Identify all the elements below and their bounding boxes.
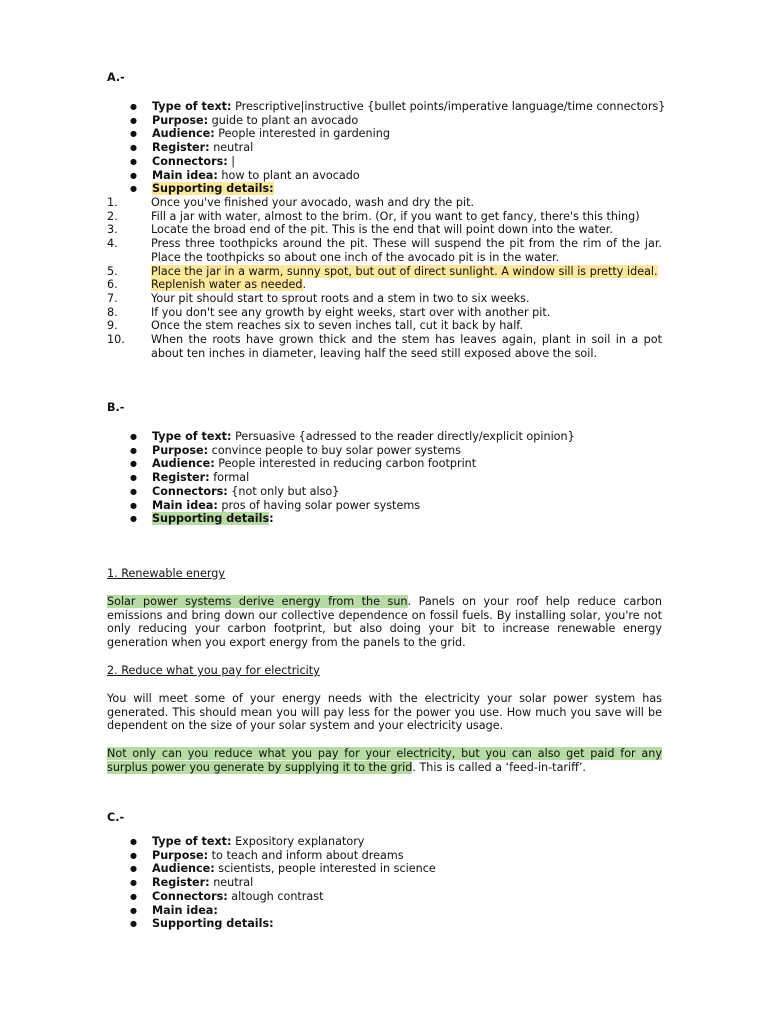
section-b-heading-2: 2. Reduce what you pay for electricity — [107, 664, 320, 677]
list-item: 8. If you don't see any growth by eight weeks, start over with another pit. — [107, 305, 551, 319]
list-item: ● Purpose: guide to plant an avocado — [130, 114, 670, 128]
list-item: ● Connectors: | — [130, 155, 670, 169]
list-item: ● Type of text: Expository explanatory — [130, 835, 670, 849]
list-item: 7. Your pit should start to sprout roots and a stem in two to six weeks. — [107, 291, 530, 305]
list-item: ● Audience: scientists, people interested in science — [130, 862, 670, 876]
section-a-steps — [107, 196, 662, 360]
list-item: ● Main idea: how to plant an avocado — [130, 169, 670, 183]
list-item: 10. When the roots have grown thick and the stem has leaves again, plant in soil in a pot about ten inches in diameter, leaving half the seed still exposed above the soil. — [107, 333, 662, 360]
list-item: ● Main idea: pros of having solar power systems — [130, 499, 670, 513]
list-item: 4. Press three toothpicks around the pit. These will suspend the pit from the rim of the jar. Place the toothpicks so about one inch of the avocado pit is in the water. — [107, 237, 662, 264]
list-item: ● Register: formal — [130, 471, 670, 485]
list-item: ● Audience: People interested in reducing carbon footprint — [130, 457, 670, 471]
section-a-bullets — [130, 100, 670, 196]
list-item: ● Type of text: Prescriptive|instructive {bullet points/imperative language/time connectors} — [130, 100, 670, 114]
list-item: 2. Fill a jar with water, almost to the brim. (Or, if you want to get fancy, there's this thing) — [107, 209, 640, 223]
list-item: ● Audience: People interested in gardening — [130, 127, 670, 141]
list-item: ● Type of text: Persuasive {adressed to the reader directly/explicit opinion} — [130, 430, 670, 444]
list-item: 1. Once you've finished your avocado, wash and dry the pit. — [107, 196, 475, 209]
section-c-bullets — [130, 835, 670, 931]
list-item: 3. Locate the broad end of the pit. This is the end that will point down into the water. — [107, 223, 613, 237]
list-item: ● Register: neutral — [130, 141, 670, 155]
section-b-paragraph-3: Not only can you reduce what you pay for your electricity, but you can also get paid for any surplus power you generate by supplying it to the grid. This is called a ‘feed-in-tariff’. — [107, 747, 662, 774]
list-item: ● Purpose: to teach and inform about dreams — [130, 849, 670, 863]
list-item: ● Supporting details: — [130, 917, 670, 931]
list-item: 6. Replenish water as needed. — [107, 278, 307, 292]
section-a-title: A.- — [107, 71, 125, 84]
list-item: ● Supporting details: — [130, 512, 670, 526]
list-item: ● Main idea: — [130, 904, 670, 918]
list-item: 5. Place the jar in a warm, sunny spot, but out of direct sunlight. A window sill is pretty ideal. — [107, 264, 658, 278]
section-b-title: B.- — [107, 401, 125, 414]
section-b-paragraph-2: You will meet some of your energy needs with the electricity your solar power system has generated. This should mean you will pay less for the power you use. How much you save will be dependent on the size of your solar system and your electricity usage. — [107, 692, 662, 733]
section-b-paragraph-1: Solar power systems derive energy from the sun. Panels on your roof help reduce carbon emissions and bring down our collective dependence on fossil fuels. By installing solar, you're not only reducing your carbon footprint, but also doing your bit to increase renewable energy generation when you export energy from the panels to the grid. — [107, 595, 662, 650]
list-item: ● Supporting details: — [130, 182, 670, 196]
section-c-title: C.- — [107, 811, 125, 824]
list-item: 9. Once the stem reaches six to seven inches tall, cut it back by half. — [107, 319, 523, 333]
list-item: ● Purpose: convince people to buy solar power systems — [130, 444, 670, 458]
list-item: ● Connectors: altough contrast — [130, 890, 670, 904]
list-item: ● Register: neutral — [130, 876, 670, 890]
section-b-bullets — [130, 430, 670, 526]
section-b-heading-1: 1. Renewable energy — [107, 567, 225, 580]
list-item: ● Connectors: {not only but also} — [130, 485, 670, 499]
